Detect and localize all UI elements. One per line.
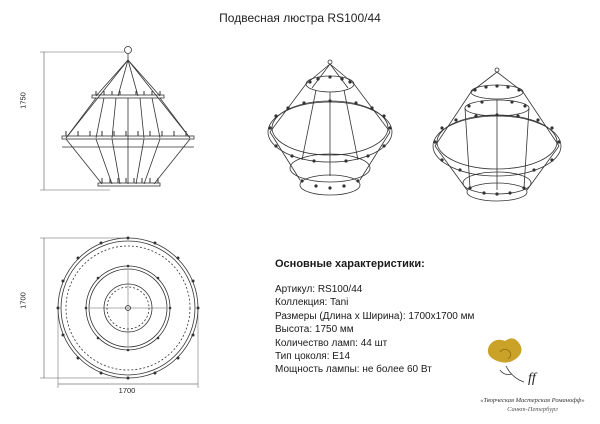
specs-block bbox=[275, 258, 575, 377]
spec-socket: Тип цоколя: E14 bbox=[275, 351, 351, 363]
spec-power: Мощность лампы: не более 60 Вт bbox=[275, 364, 432, 376]
top-view-drawing bbox=[40, 238, 198, 388]
isometric-view-1-drawing bbox=[268, 60, 392, 195]
spec-height: Высота: 1750 мм bbox=[275, 324, 354, 336]
spec-collection: Коллекция: Tani bbox=[275, 297, 349, 309]
spec-size: Размеры (Длина х Ширина): 1700х1700 мм bbox=[275, 310, 475, 322]
front-view-drawing bbox=[40, 47, 194, 191]
svg-text:ff: ff bbox=[528, 371, 536, 386]
isometric-view-2-drawing bbox=[433, 68, 561, 201]
specs-heading: Основные характеристики: bbox=[275, 258, 425, 270]
height-dimension-label: 1750 bbox=[18, 92, 28, 109]
diameter-horizontal-label: 1700 bbox=[118, 386, 136, 395]
diameter-vertical-label: 1700 bbox=[18, 292, 28, 309]
logo-city: Санкт-Петербург bbox=[507, 406, 558, 413]
spec-lamp-count: Количество ламп: 44 шт bbox=[275, 337, 388, 349]
page-title: Подвесная люстра RS100/44 bbox=[219, 11, 381, 25]
spec-article: Артикул: RS100/44 bbox=[275, 284, 363, 295]
logo-company-name: «Творческая Мастерская Романофф» bbox=[480, 397, 585, 404]
